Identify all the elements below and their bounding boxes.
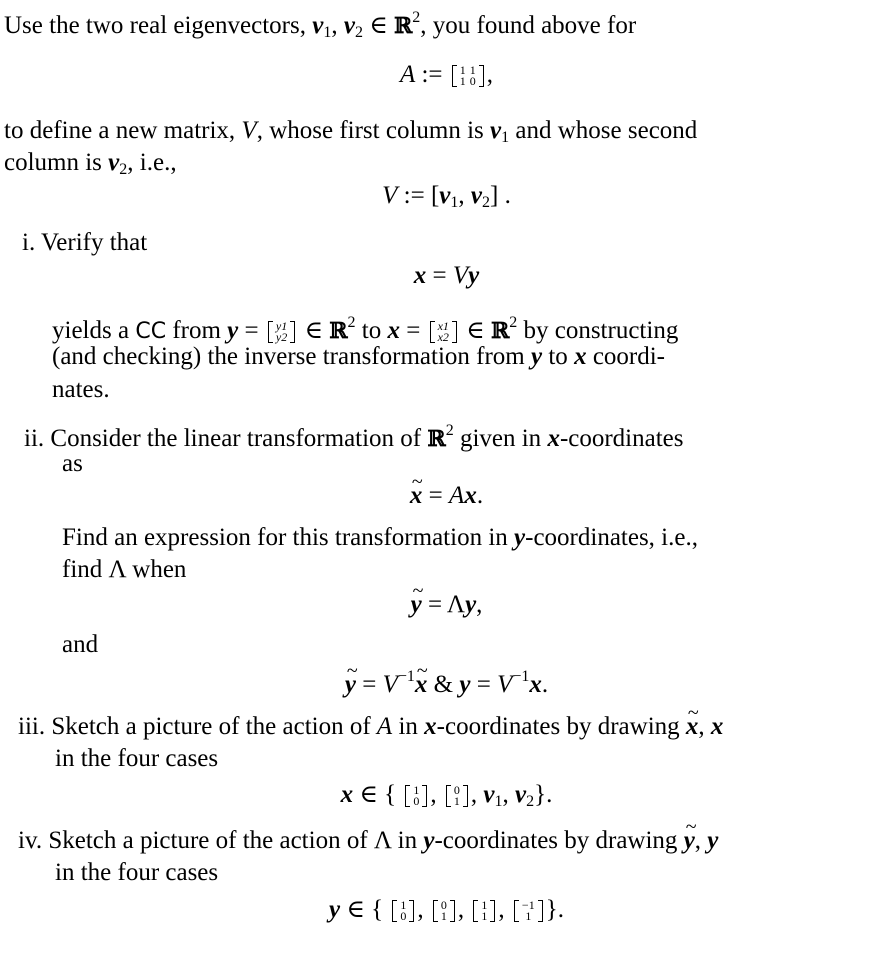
item-i-line-1: yields a CC from y = y1 y2 ∈ ℝ$^2$ to x = x1 x2 ∈ ℝ$^2$ by constructing	[52, 314, 679, 345]
item-iii-line-1: iii. Sketch a picture of the action of A in x-coordinates by drawing ~ x, x	[18, 712, 723, 742]
item-i-line-2: (and checking) the inverse transformation from y to x coordi-	[52, 343, 666, 370]
set-x-vector-1: 1 0	[405, 785, 427, 807]
vector-y: y1 y2	[268, 321, 295, 343]
item-i-line-3: nates.	[52, 376, 110, 403]
item-iii-line-2: in the four cases	[55, 745, 219, 772]
item-i-heading: i. Verify that	[22, 229, 148, 256]
item-ii-find-2: find Λ when	[62, 556, 187, 583]
item-ii-and: and	[62, 631, 99, 658]
set-y-vector-3: 1 1	[473, 900, 495, 922]
set-y-vector-1: 1 0	[392, 900, 414, 922]
intro-line-3: column is $v_2$, i.e.,	[4, 149, 177, 178]
equation-A-def: A := 1 1 1 0 ,	[399, 61, 494, 89]
matrix-A: 1 1 1 0	[452, 65, 484, 87]
intro-line-1: Use the two real eigenvectors, $v_1$, $v_2$ ∈ ℝ$^2$, you found above for	[4, 9, 637, 41]
set-y-vector-2: 0 1	[433, 900, 455, 922]
intro-line-2: to define a new matrix, V, whose first column is $v_1$ and whose second	[4, 117, 698, 146]
equation-set-x: x ∈ { 1 0 , 0 1 , $v_1$, $v_2$}.	[340, 781, 553, 810]
equation-yt-Ly: ~ y = Λy,	[0, 590, 893, 620]
item-iv-line-1: iv. Sketch a picture of the action of Λ in y-coordinates by drawing ~ y, y	[18, 826, 718, 856]
set-y-vector-4: −1 1	[514, 900, 543, 922]
equation-set-y: y ∈ { 1 0 , 0 1 , 1 1 , −1 1 }.	[329, 896, 564, 924]
item-ii-find-1: Find an expression for this transformation in y-coordinates, i.e.,	[62, 524, 698, 551]
item-ii-line-1: ii. Consider the linear transformation of ℝ$^2$ given in x-coordinates	[24, 422, 684, 452]
equation-xt-Ax: ~ x = Ax.	[0, 481, 893, 511]
equation-x-Vy: x = Vy	[413, 262, 480, 289]
item-iv-line-2: in the four cases	[55, 859, 219, 886]
item-ii-line-2: as	[62, 450, 83, 477]
set-x-vector-2: 0 1	[446, 785, 468, 807]
equation-V-def: V := [$v_1$, $v_2$] .	[382, 182, 511, 211]
vector-x: x1 x2	[430, 321, 457, 343]
equation-inverse: ~ $y = V^{-1}\sim$ x & $y = V^{-1}x$.	[0, 662, 893, 700]
